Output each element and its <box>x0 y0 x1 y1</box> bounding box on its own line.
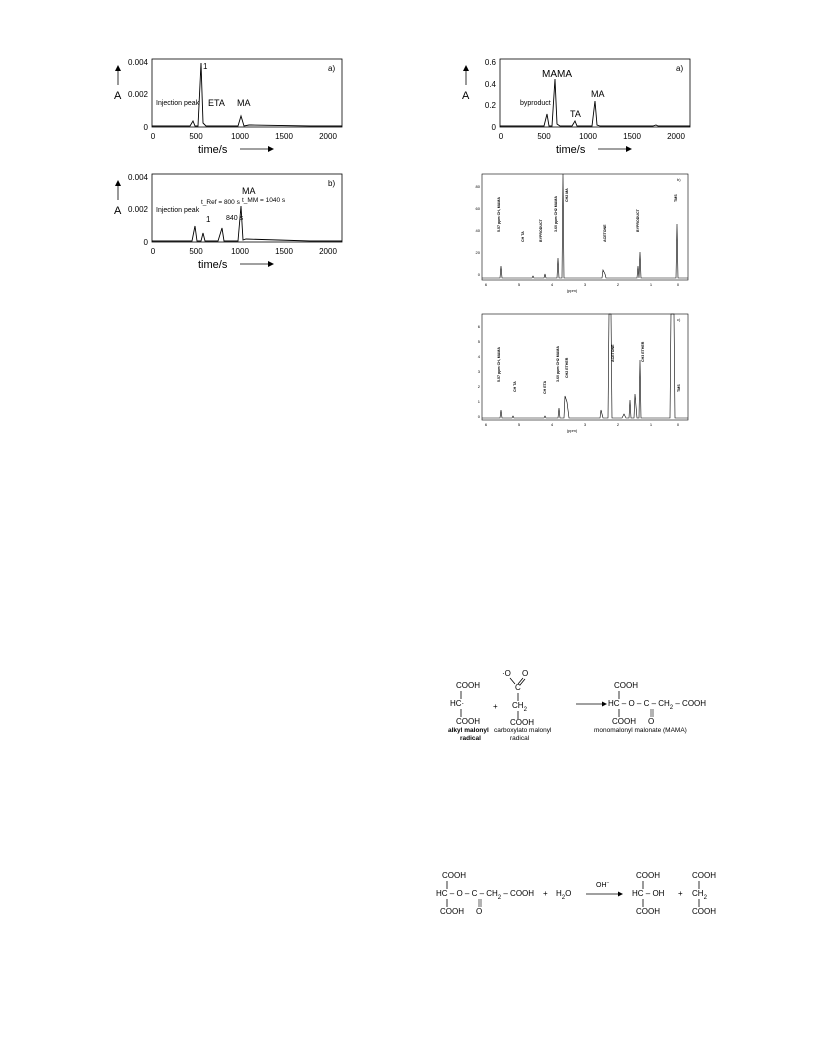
y-axis-label: A <box>114 205 122 217</box>
peak-label: CH TA <box>521 231 525 242</box>
y-tick: 0.6 <box>484 58 496 67</box>
peak-label: ACETONE <box>611 344 615 362</box>
reactant1-name: alkyl malonyl <box>448 727 489 734</box>
x-axis-unit: (ppm) <box>566 288 578 293</box>
plus-sign: + <box>493 702 498 711</box>
peak-label: 5.57 ppm CH, MAMA <box>497 197 501 232</box>
reactant-mid: HC – O – C – $CH_2$ – COOH <box>436 889 535 901</box>
y-tick: 0.4 <box>484 80 496 89</box>
peak-label: 3.60 ppm CH2 MAMA <box>556 346 560 382</box>
product2-bot: COOH <box>692 907 716 916</box>
reactant1-name-2: radical <box>460 735 481 742</box>
nmr-trace <box>482 314 688 418</box>
product-carbonyl-o: O <box>648 717 655 726</box>
peak-label: BYPRODUCT <box>636 209 640 232</box>
peak-label: ETA <box>208 98 225 108</box>
peak-label: CH ETA <box>543 380 547 394</box>
product1-mid: HC – OH <box>632 889 665 898</box>
y-tick: 40 <box>475 228 480 233</box>
chromatogram-left-a <box>110 55 350 155</box>
x-tick: 2000 <box>319 132 337 141</box>
x-tick: 5 <box>517 422 521 427</box>
y-tick: 60 <box>475 206 480 211</box>
reactant1-mid: HC· <box>450 699 465 708</box>
peak-label: Injection peak <box>156 207 200 214</box>
product2-mid: $CH_2$ <box>692 889 707 901</box>
x-tick: 1500 <box>275 247 293 256</box>
x-tick: 1500 <box>275 132 293 141</box>
peak-label: 1 <box>203 62 208 71</box>
peak-label: MA <box>242 186 256 196</box>
y-tick: 5 <box>477 339 480 344</box>
peak-label: BYPRODUCT <box>539 219 543 242</box>
y-tick: 0.002 <box>127 205 148 214</box>
x-tick: 0 <box>150 132 156 141</box>
x-tick: 1000 <box>231 132 249 141</box>
x-tick: 3 <box>583 282 587 287</box>
panel-label: c) <box>677 317 681 322</box>
reaction-arrow <box>576 701 608 707</box>
y-tick: 0.2 <box>484 101 496 110</box>
reactant2-top-radical-o: ·O <box>502 669 511 678</box>
x-tick: 1500 <box>623 132 641 141</box>
x-axis-label: time/s <box>198 144 228 155</box>
reactant2-top-double-o: O <box>522 669 529 678</box>
x-tick: 1 <box>649 422 653 427</box>
reaction-scheme-radical-coupling <box>448 670 728 750</box>
nmr-spectrum-b <box>472 172 690 294</box>
y-tick: 0.004 <box>127 173 148 182</box>
y-tick: 0.004 <box>127 58 148 67</box>
peak-label: byproduct <box>520 100 551 107</box>
y-tick: 20 <box>475 250 480 255</box>
product1-top: COOH <box>636 871 660 880</box>
reactant-bot: COOH <box>440 907 464 916</box>
peak-label: MAMA <box>542 69 572 80</box>
x-tick: 5 <box>517 282 521 287</box>
x-axis-label: time/s <box>198 259 228 270</box>
x-tick: 3 <box>583 422 587 427</box>
peak-label: CH TA <box>513 381 517 392</box>
peak-label: MA <box>591 89 605 99</box>
plot-frame <box>482 174 688 280</box>
y-tick: 4 <box>477 354 480 359</box>
y-tick: 0 <box>491 123 496 132</box>
y-tick: 80 <box>475 184 480 189</box>
x-tick: 0 <box>498 132 504 141</box>
peak-label: t_Ref = 800 s <box>201 199 240 206</box>
plus-sign: + <box>678 889 683 898</box>
chromatogram-right-a <box>458 55 698 155</box>
peak-label: ACETONE <box>603 224 607 242</box>
y-axis-label: A <box>462 90 470 102</box>
peak-label: CH2 ETHER <box>565 357 569 378</box>
y-tick: 0 <box>143 238 148 247</box>
product-name: monomalonyl malonate (MAMA) <box>594 727 687 734</box>
y-tick: 3 <box>477 369 480 374</box>
x-tick: 1000 <box>579 132 597 141</box>
product-bot: COOH <box>612 717 636 726</box>
x-tick: 2000 <box>667 132 685 141</box>
reaction-scheme-hydrolysis <box>436 868 726 928</box>
peak-label: TA <box>570 109 581 119</box>
y-tick: 6 <box>477 324 480 329</box>
reactant2-bot: COOH <box>510 718 534 727</box>
x-tick: 4 <box>550 422 554 427</box>
x-tick: 6 <box>484 422 488 427</box>
panel-label: b) <box>328 179 336 188</box>
nmr-trace <box>482 174 688 278</box>
reactant2-name-2: radical <box>510 735 530 742</box>
chromatogram-left-b <box>110 170 350 270</box>
nmr-spectrum-c <box>472 312 690 434</box>
y-tick: 1 <box>477 399 480 404</box>
peak-label: Injection peak <box>156 100 200 107</box>
reactant2-carbon: C <box>515 683 521 692</box>
product1-bot: COOH <box>636 907 660 916</box>
peak-label: 3.60 ppm CH2 MAMA <box>554 196 558 232</box>
y-tick: 0 <box>477 414 480 419</box>
peak-label: TMS <box>677 384 681 392</box>
x-tick: 2 <box>616 422 620 427</box>
y-tick: 2 <box>477 384 480 389</box>
x-tick: 4 <box>550 282 554 287</box>
x-tick: 2000 <box>319 247 337 256</box>
panel-label: b) <box>677 177 681 182</box>
y-tick: 0 <box>477 272 480 277</box>
reactant2-name: carboxylato malonyl <box>494 727 552 734</box>
panel-label: a) <box>328 64 336 73</box>
product-mid: HC – O – C – $CH_2$ – COOH <box>608 699 707 711</box>
panel-label: a) <box>676 64 684 73</box>
peak-label: 840 s <box>226 215 244 222</box>
reactant1-top: COOH <box>456 681 480 690</box>
reaction-arrow <box>586 891 624 897</box>
reactant-top: COOH <box>442 871 466 880</box>
reactant2-ch2: $CH_2$ <box>512 701 527 713</box>
x-axis-unit: (ppm) <box>566 428 578 433</box>
chromatogram-trace <box>152 63 342 126</box>
x-tick: 500 <box>189 247 203 256</box>
product2-top: COOH <box>692 871 716 880</box>
peak-label: MA <box>237 98 251 108</box>
peak-label: CH2 MA <box>565 188 569 202</box>
x-tick: 1000 <box>231 247 249 256</box>
x-tick: 500 <box>537 132 551 141</box>
plot-frame <box>152 59 342 127</box>
reactant1-bot: COOH <box>456 717 480 726</box>
x-axis-label: time/s <box>556 144 586 155</box>
peak-label: t_MM = 1040 s <box>242 197 286 204</box>
x-tick: 2 <box>616 282 620 287</box>
water: $H_2O$ <box>556 889 572 901</box>
plus-sign: + <box>543 889 548 898</box>
catalyst: OH− <box>596 880 610 889</box>
x-tick: 0 <box>676 422 680 427</box>
x-tick: 6 <box>484 282 488 287</box>
x-tick: 1 <box>649 282 653 287</box>
y-axis-label: A <box>114 90 122 102</box>
peak-label: TMS <box>674 194 678 202</box>
reactant-carbonyl-o: O <box>476 907 483 916</box>
peak-label: 1 <box>206 215 211 224</box>
product-top: COOH <box>614 681 638 690</box>
plot-frame <box>482 314 688 420</box>
x-tick: 500 <box>189 132 203 141</box>
y-tick: 0 <box>143 123 148 132</box>
peak-label: 5.57 ppm CH, MAMA <box>497 347 501 382</box>
y-tick: 0.002 <box>127 90 148 99</box>
peak-label: CH3 ETHER <box>641 341 645 362</box>
x-tick: 0 <box>676 282 680 287</box>
x-tick: 0 <box>150 247 156 256</box>
